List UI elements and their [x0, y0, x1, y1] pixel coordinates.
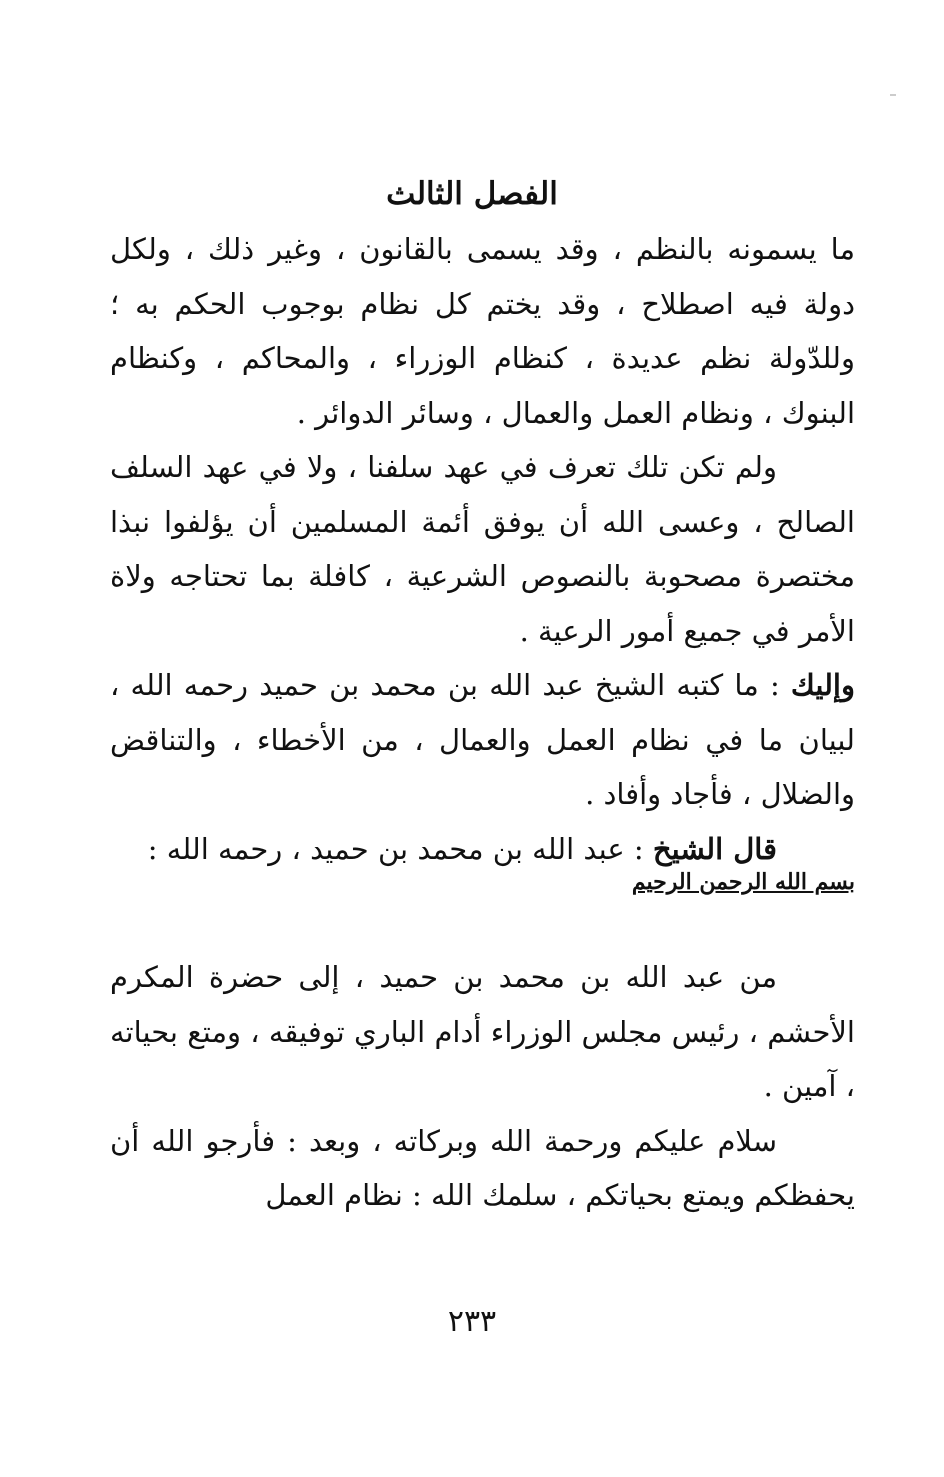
paragraph-6: سلام عليكم ورحمة الله وبركاته ، وبعد : فأرجو الله أن يحفظكم ويمتع بحياتكم ، سلمك الله : نظام العمل: [110, 1123, 855, 1212]
paragraph-3-text: : ما كتبه الشيخ عبد الله بن محمد بن حميد رحمه الله ، لبيان ما في نظام العمل والعمال ، من الأخطاء ، والتناقض والضلال ، فأجاد وأفاد .: [110, 668, 855, 811]
paragraph-5: من عبد الله بن محمد بن حميد ، إلى حضرة المكرم الأحشم ، رئيس مجلس الوزراء أدام الباري توفيقه ، ومتع بحياته ، آمين .: [110, 960, 855, 1103]
paragraph-4-text: : عبد الله بن محمد بن حميد ، رحمه الله :: [147, 831, 653, 866]
body-text: [110, 222, 855, 1223]
paragraph-4-lead: قال الشيخ: [652, 831, 777, 866]
paragraph-2: ولم تكن تلك تعرف في عهد سلفنا ، ولا في عهد السلف الصالح ، وعسى الله أن يوفق أئمة المسلمين أن يؤلفوا نبذا مختصرة مصحوبة بالنصوص الشرعية ، كافلة بما تحتاجه ولاة الأمر في جميع أمور الرعية .: [110, 450, 855, 648]
margin-mark: [890, 94, 896, 96]
paragraph-1: ما يسمونه بالنظم ، وقد يسمى بالقانون ، وغير ذلك ، ولكل دولة فيه اصطلاح ، وقد يختم كل نظام بوجوب الحكم به ؛ وللدّولة نظم عديدة ، كنظام الوزراء ، والمحاكم ، وكنظام البنوك ، ونظام العمل والعمال ، وسائر الدوائر .: [110, 232, 855, 430]
paragraph-3: [110, 658, 855, 822]
chapter-title: الفصل الثالث: [386, 176, 558, 212]
page-number: ٢٣٣: [447, 1304, 497, 1339]
basmala: بسم الله الرحمن الرحيم: [631, 869, 855, 895]
spacer: [110, 902, 855, 950]
paragraph-3-lead: وإليك: [790, 668, 855, 702]
